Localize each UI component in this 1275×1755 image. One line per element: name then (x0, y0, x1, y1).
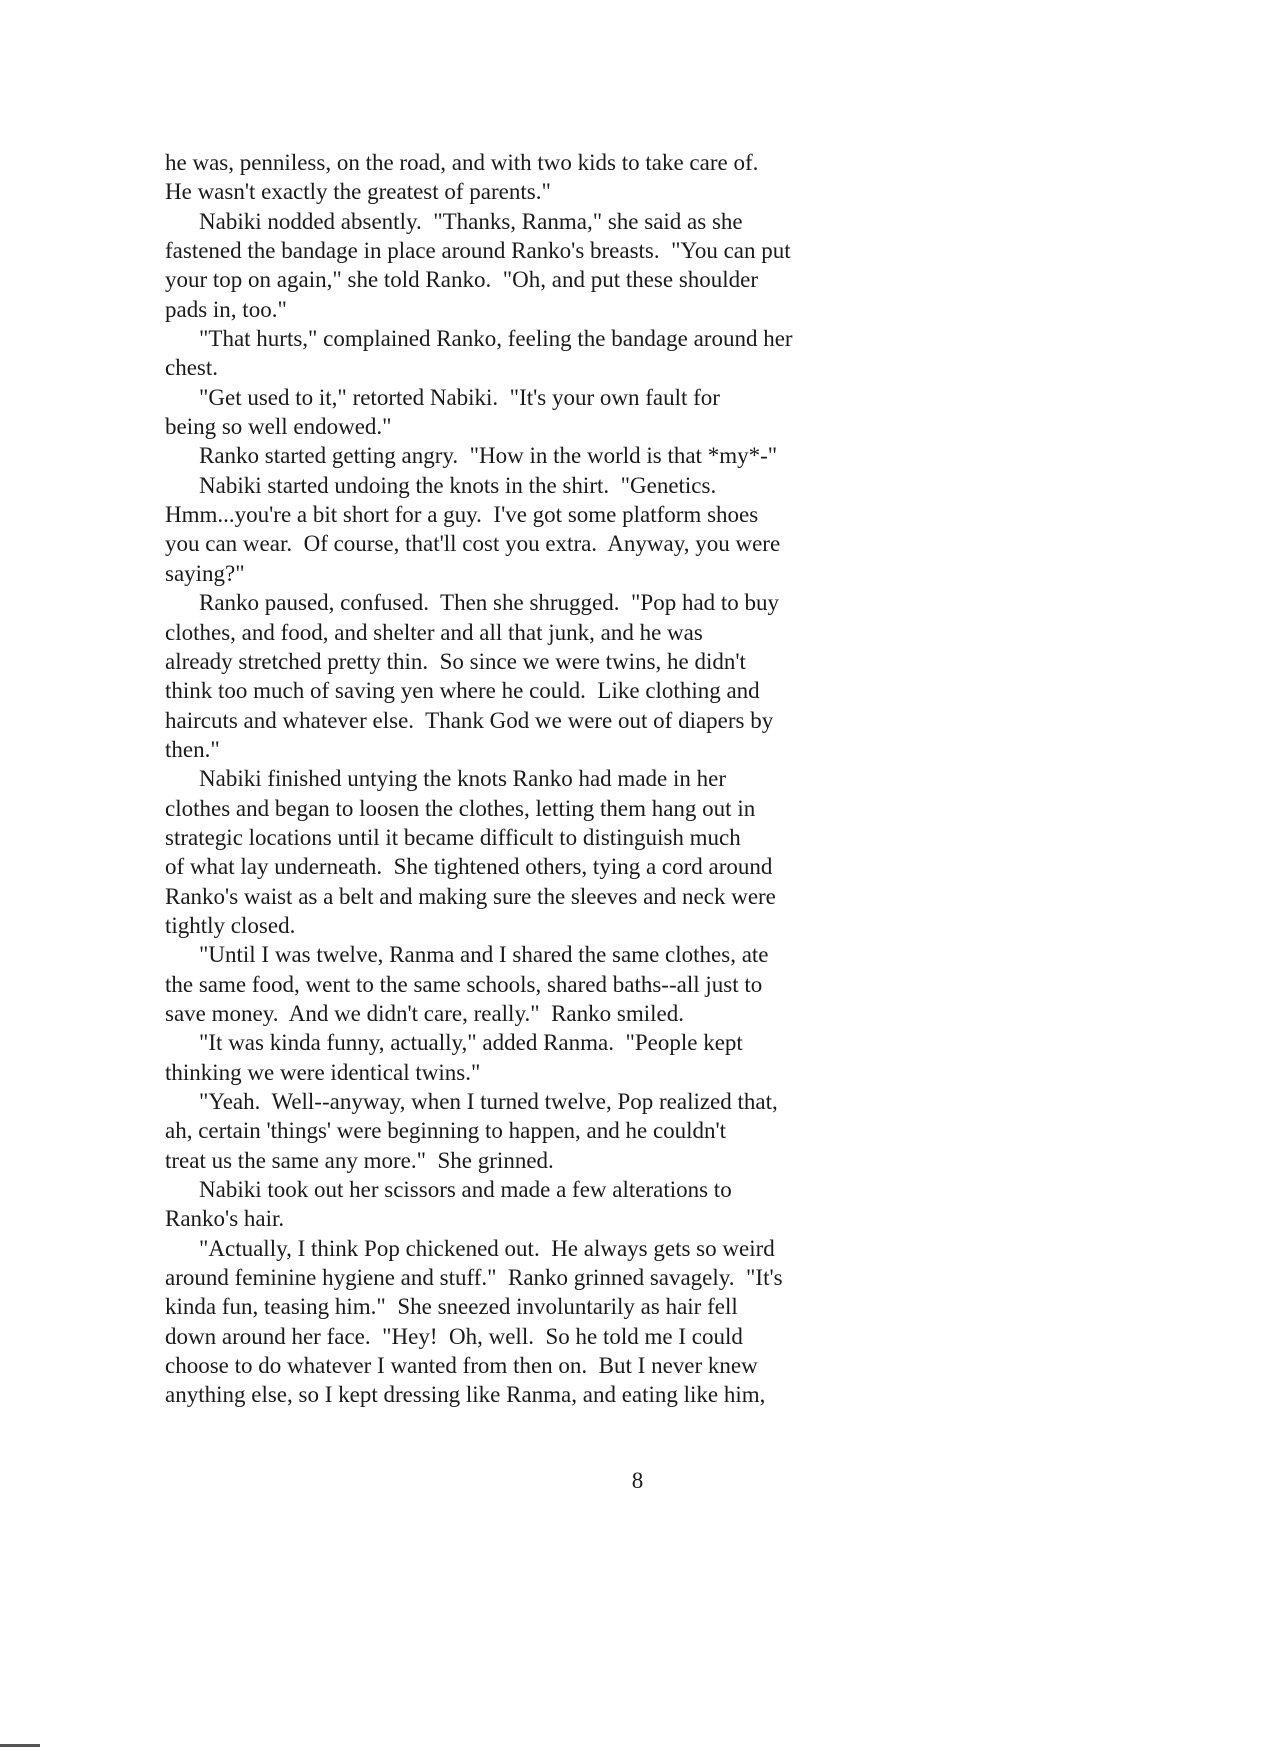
text-line: "Actually, I think Pop chickened out. He always gets so weird (199, 1235, 775, 1261)
text-line: "Yeah. Well--anyway, when I turned twelve, Pop realized that, (199, 1089, 778, 1114)
scan-edge-mark (0, 1744, 40, 1747)
text-line: ah, certain 'things' were beginning to happen, and he couldn't (165, 1118, 727, 1144)
text-line: he was, penniless, on the road, and with two kids to take care of. (165, 150, 759, 175)
text-line: clothes and began to loosen the clothes, letting them hang out in (165, 795, 756, 821)
text-line: think too much of saving yen where he could. Like clothing and (165, 678, 760, 704)
text-line: being so well endowed." (165, 414, 392, 440)
text-line: pads in, too." (165, 296, 287, 322)
text-line: He wasn't exactly the greatest of parents." (165, 179, 551, 205)
text-line: your top on again," she told Ranko. "Oh, and put these shoulder (165, 267, 759, 293)
text-line: saying?" (165, 560, 245, 586)
text-line: strategic locations until it became difficult to distinguish much (165, 824, 741, 850)
text-line: tightly closed. (165, 912, 296, 938)
text-line: anything else, so I kept dressing like Ranma, and eating like him, (165, 1382, 766, 1408)
text-line: "It was kinda funny, actually," added Ranma. "People kept (199, 1030, 743, 1056)
text-line: down around her face. "Hey! Oh, well. So he told me I could (165, 1323, 743, 1349)
text-line: haircuts and whatever else. Thank God we were out of diapers by (165, 707, 774, 733)
text-line: clothes, and food, and shelter and all that junk, and he was (165, 619, 703, 645)
body-text (165, 148, 865, 1410)
text-line: then." (165, 736, 220, 762)
text-line: you can wear. Of course, that'll cost you extra. Anyway, you were (165, 531, 781, 557)
text-line: "Get used to it," retorted Nabiki. "It's your own fault for (199, 384, 720, 410)
text-line: kinda fun, teasing him." She sneezed involuntarily as hair fell (165, 1294, 738, 1320)
text-line: Ranko started getting angry. "How in the world is that *my*-" (199, 443, 778, 469)
page-number: 8 (631, 1468, 644, 1493)
text-line: Nabiki finished untying the knots Ranko had made in her (199, 766, 726, 792)
text-line: treat us the same any more." She grinned. (165, 1147, 554, 1173)
text-line: fastened the bandage in place around Ranko's breasts. "You can put (165, 238, 791, 264)
text-line: Hmm...you're a bit short for a guy. I've got some platform shoes (165, 502, 759, 528)
text-line: choose to do whatever I wanted from then on. But I never knew (165, 1353, 758, 1379)
text-line: thinking we were identical twins." (165, 1059, 481, 1085)
text-line: Nabiki nodded absently. "Thanks, Ranma," she said as she (199, 208, 743, 234)
text-line: "Until I was twelve, Ranma and I shared the same clothes, ate (199, 942, 769, 968)
text-line: around feminine hygiene and stuff." Ranko grinned savagely. "It's (165, 1265, 783, 1291)
text-line: the same food, went to the same schools, shared baths--all just to (165, 971, 763, 997)
text-line: Nabiki started undoing the knots in the shirt. "Genetics. (199, 472, 717, 498)
text-line: chest. (165, 355, 219, 381)
text-line: Ranko's waist as a belt and making sure the sleeves and neck were (165, 883, 776, 909)
text-line: Ranko paused, confused. Then she shrugged. "Pop had to buy (199, 590, 780, 616)
text-line: save money. And we didn't care, really." Ranko smiled. (165, 1000, 684, 1026)
text-line: "That hurts," complained Ranko, feeling the bandage around her (199, 326, 793, 352)
text-line: Nabiki took out her scissors and made a few alterations to (199, 1177, 732, 1203)
text-line: of what lay underneath. She tightened others, tying a cord around (165, 854, 773, 880)
text-line: already stretched pretty thin. So since we were twins, he didn't (165, 648, 746, 674)
text-line: Ranko's hair. (165, 1206, 285, 1232)
